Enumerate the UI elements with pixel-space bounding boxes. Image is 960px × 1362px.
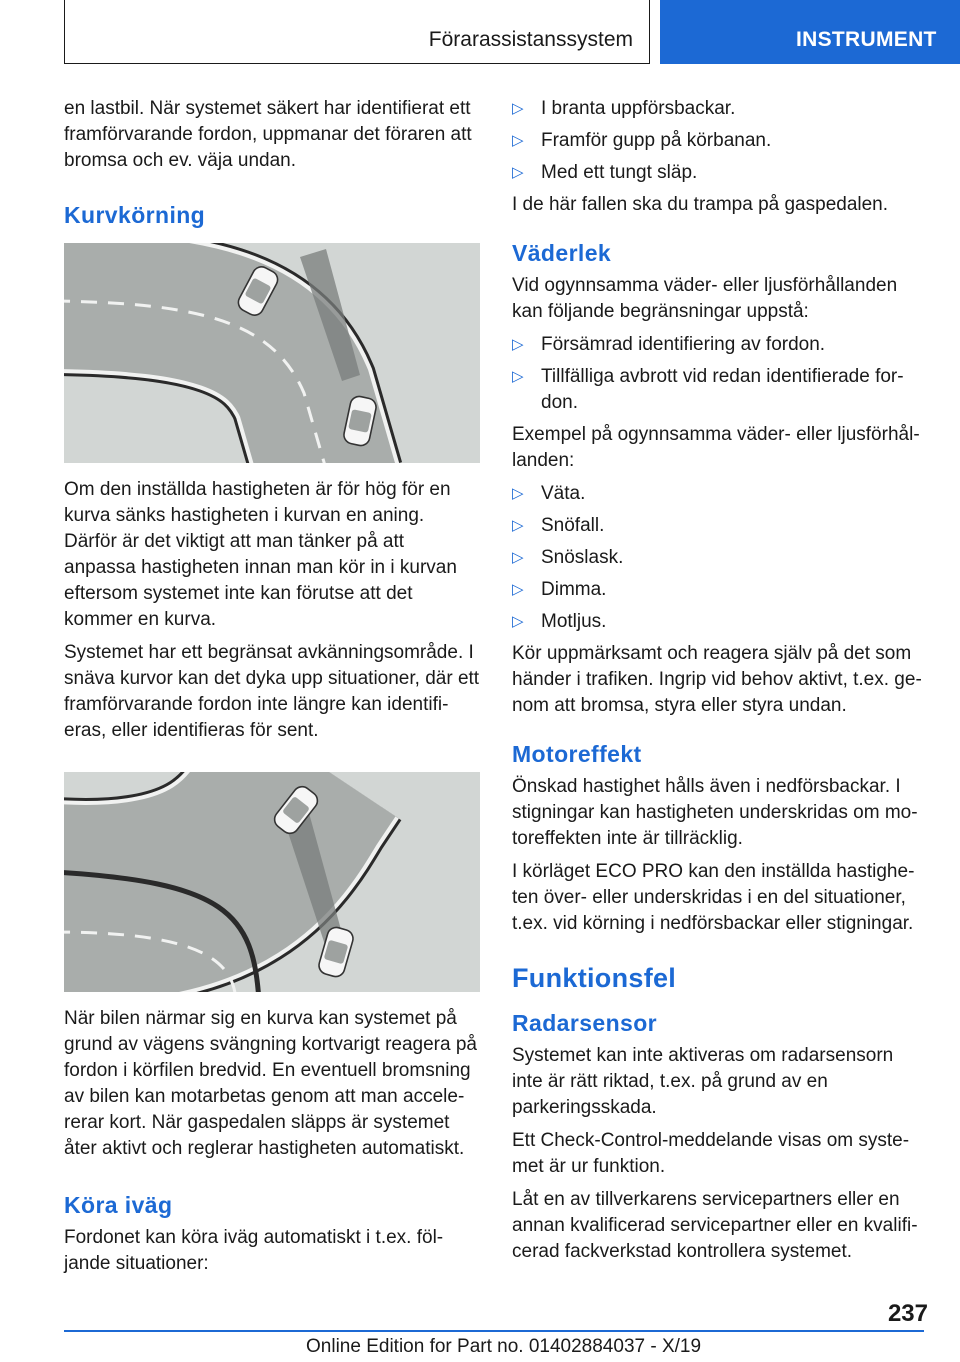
bullet-triangle-icon: ▷: [512, 485, 524, 502]
bullet-triangle-icon: ▷: [512, 613, 524, 630]
curve-paragraph-3: När bilen närmar sig en kurva kan systemet på grund av vägens svängning kortvarigt reagera på fordon i körfilen bredvid. En eventuell bromsning av bilen kan motarbetas genom att man accelererar kort. När gaspedalen släpps är systemet åter aktivt och reglerar hastigheten automatiskt.: [64, 1008, 477, 1159]
list-item: ▷ Dimma.: [512, 577, 924, 603]
intro-paragraph: en lastbil. När systemet säkert har identifierat ett framförvarande fordon, uppmanar det föraren att bromsa och ev. väja undan.: [64, 98, 472, 171]
bullet-triangle-icon: ▷: [512, 549, 524, 566]
list-item: ▷ Med ett tungt släp.: [512, 160, 924, 186]
left-column: [64, 96, 480, 1284]
bullet-triangle-icon: ▷: [512, 100, 524, 117]
radar-paragraph-3: Låt en av tillverkarens servicepartners eller en annan kvalificerad servicepartner eller en kvalificerad fackverkstad kontrollera systemet.: [512, 1189, 918, 1262]
bullet-triangle-icon: ▷: [512, 164, 524, 181]
right-column: [512, 96, 924, 1272]
drive-away-heading: Köra iväg: [64, 1192, 173, 1218]
curve-illustration-1: [64, 243, 480, 463]
list-item: ▷ Snöslask.: [512, 545, 924, 571]
header-chapter-title: INSTRUMENT: [796, 28, 937, 51]
engine-paragraph-1: Önskad hastighet hålls även i nedförsbackar. I stigningar kan hastigheten underskridas om motoreffekten inte är tillräcklig.: [512, 776, 918, 849]
engine-power-heading: Motoreffekt: [512, 741, 642, 767]
radar-sensor-heading: Radarsensor: [512, 1010, 658, 1036]
weather-paragraph-3: Kör uppmärksamt och reagera själv på det som händer i trafiken. Ingrip vid behov aktivt, t.ex. genom att bromsa, styra eller styra undan.: [512, 643, 922, 716]
radar-paragraph-2: Ett Check-Control-meddelande visas om systemet är ur funktion.: [512, 1130, 910, 1177]
bullet-triangle-icon: ▷: [512, 581, 524, 598]
list-item: ▷ Framför gupp på körbanan.: [512, 128, 924, 154]
drive-away-list: [512, 96, 924, 186]
drive-away-paragraph: Fordonet kan köra iväg automatiskt i t.ex. följande situationer:: [64, 1227, 444, 1274]
bullet-triangle-icon: ▷: [512, 368, 524, 385]
list-item: ▷ Väta.: [512, 481, 924, 507]
bullet-triangle-icon: ▷: [512, 132, 524, 149]
footer-edition: Online Edition for Part no. 01402884037 - X/19: [306, 1336, 702, 1357]
weather-paragraph-1: Vid ogynnsamma väder- eller ljusförhållanden kan följande begränsningar uppstå:: [512, 275, 898, 322]
footer-divider: [64, 1330, 924, 1332]
curve-illustration-2: [64, 772, 480, 992]
header-section-title: Förarassistanssystem: [428, 28, 633, 51]
drive-away-note: I de här fallen ska du trampa på gaspedalen.: [512, 194, 889, 215]
curve-paragraph-2: Systemet har ett begränsat avkänningsområde. I snäva kurvor kan det dyka upp situationer, där ett framförvarande fordon inte längre kan identifieras, eller identifieras för sent.: [64, 642, 480, 741]
list-item: ▷ Försämrad identifiering av fordon.: [512, 332, 924, 358]
curve-paragraph-1: Om den inställda hastigheten är för hög för en kurva sänks hastigheten i kurvan en aning. Därför är det viktigt att man tänker på att anpassa hastigheten innan man kör in i kurvan eftersom systemet inte kan förutse att det kommer en kurva.: [64, 479, 457, 630]
list-item: ▷ Motljus.: [512, 609, 924, 635]
bullet-triangle-icon: ▷: [512, 517, 524, 534]
weather-paragraph-2: Exempel på ogynnsamma väder- eller ljusförhållanden:: [512, 424, 920, 471]
weather-conditions-list: [512, 481, 924, 635]
malfunction-heading: Funktionsfel: [512, 963, 677, 993]
header-section-tab: [64, 0, 650, 64]
list-item: ▷ Tillfälliga avbrott vid redan identifierade fordon.: [512, 366, 904, 413]
weather-heading: Väderlek: [512, 240, 612, 266]
header-chapter-tab: [660, 0, 960, 64]
bullet-triangle-icon: ▷: [512, 336, 524, 353]
curve-heading: Kurvkörning: [64, 202, 206, 228]
page-number: 237: [887, 1300, 928, 1327]
engine-paragraph-2: I körläget ECO PRO kan den inställda hastigheten över- eller underskridas i en del situationer, t.ex. vid körning i nedförsbackar eller stigningar.: [512, 861, 915, 934]
list-item: ▷ Snöfall.: [512, 513, 924, 539]
weather-limitations-list: [512, 332, 924, 416]
list-item: ▷ I branta uppförsbackar.: [512, 96, 924, 122]
radar-paragraph-1: Systemet kan inte aktiveras om radarsensorn inte är rätt riktad, t.ex. på grund av en parkeringsskada.: [512, 1045, 894, 1118]
